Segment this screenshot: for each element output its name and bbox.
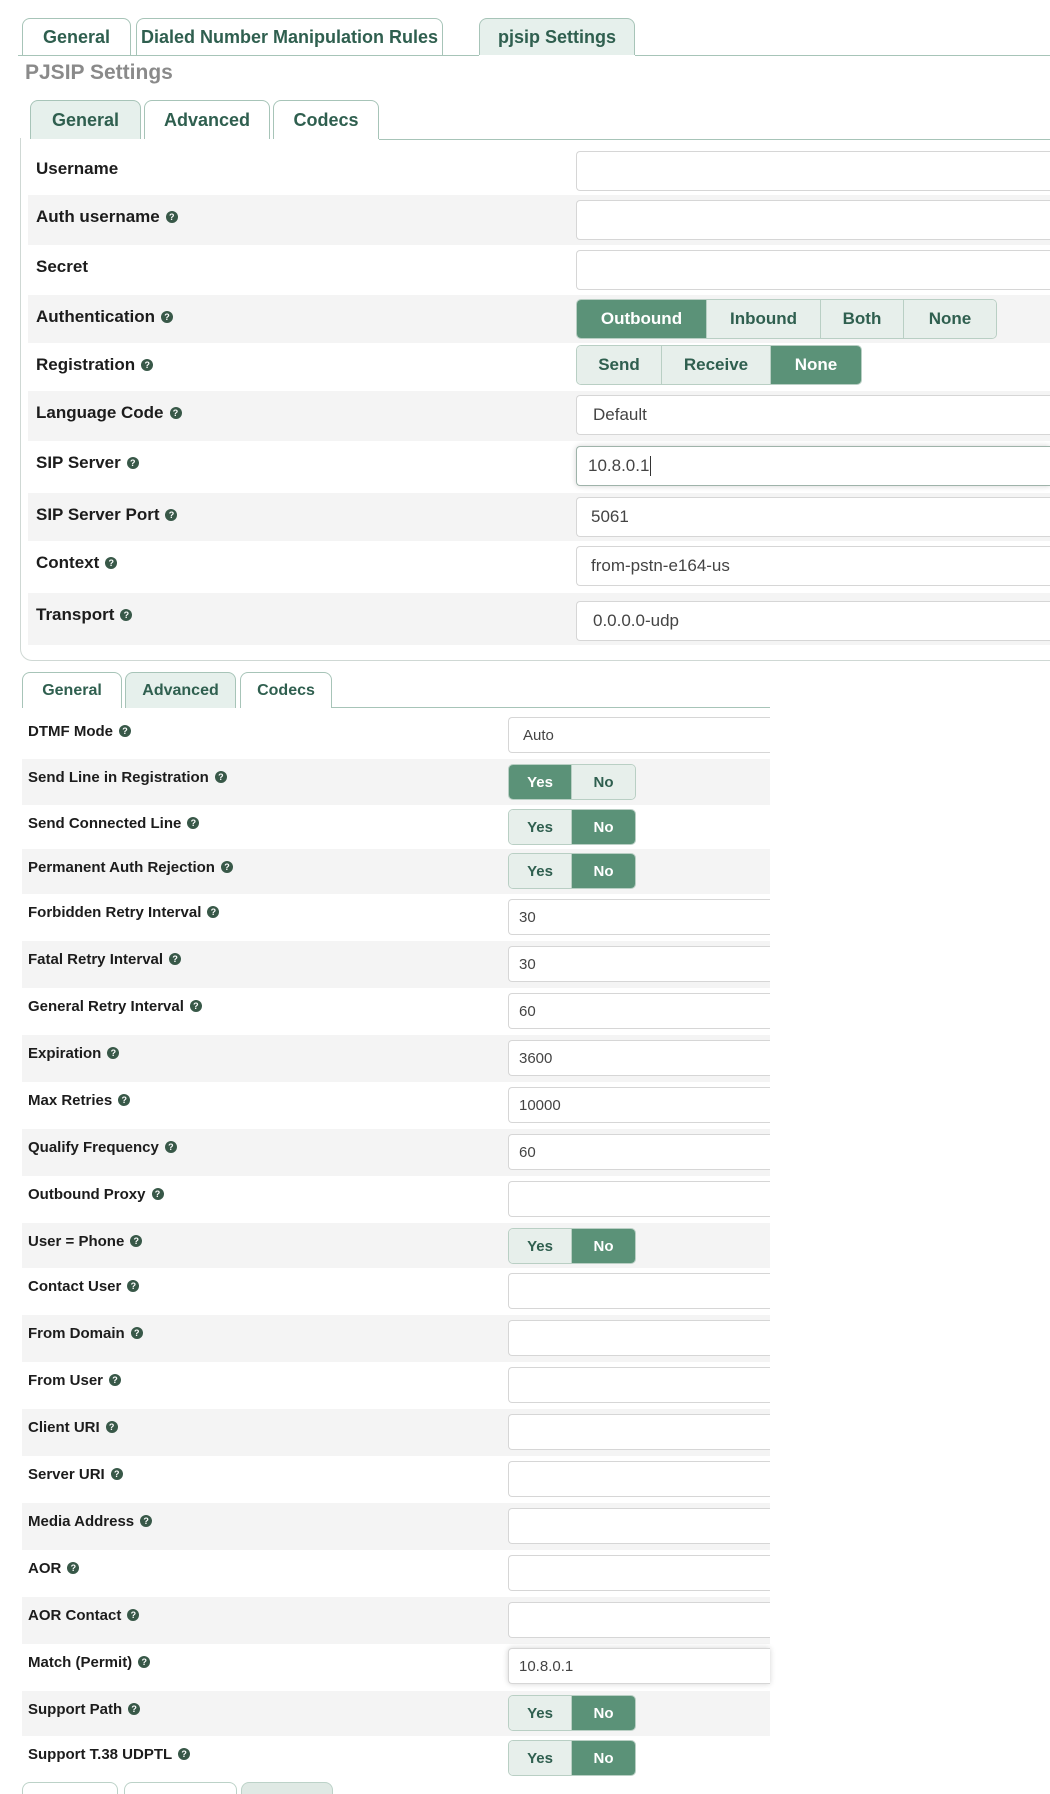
- help-icon[interactable]: ?: [127, 457, 139, 469]
- subtab-general-partial[interactable]: [22, 1782, 118, 1794]
- help-icon[interactable]: ?: [215, 771, 227, 783]
- row-transport: [28, 593, 1050, 645]
- client-uri-input[interactable]: [508, 1414, 770, 1450]
- label-match-permit: Match (Permit) ?: [28, 1654, 150, 1671]
- label-sip-server-port: SIP Server Port ?: [36, 505, 177, 525]
- contact-user-input[interactable]: [508, 1273, 770, 1309]
- registration-receive-button[interactable]: Receive: [662, 346, 771, 384]
- user-phone-toggle: [508, 1228, 636, 1264]
- row-registration: [28, 343, 1050, 391]
- match-permit-input[interactable]: 10.8.0.1: [508, 1648, 770, 1684]
- row-client-uri: [22, 1409, 770, 1456]
- label-max-retries: Max Retries ?: [28, 1092, 130, 1109]
- outbound-proxy-input[interactable]: [508, 1181, 770, 1217]
- support-t38-udptl-no-button[interactable]: No: [572, 1741, 635, 1775]
- label-server-uri: Server URI ?: [28, 1466, 123, 1483]
- help-icon[interactable]: ?: [138, 1656, 150, 1668]
- row-sip-server-port: [28, 493, 1050, 541]
- label-support-t38-udptl: Support T.38 UDPTL ?: [28, 1746, 190, 1763]
- label-secret: Secret: [36, 257, 88, 276]
- help-icon[interactable]: ?: [161, 311, 173, 323]
- language-code-select[interactable]: Default: [576, 395, 1050, 435]
- help-icon[interactable]: ?: [109, 1374, 121, 1386]
- tab-divider: [332, 707, 770, 708]
- row-send-connected-line: [22, 805, 770, 849]
- label-auth-username: Auth username ?: [36, 207, 178, 227]
- label-registration: Registration ?: [36, 355, 153, 375]
- help-icon[interactable]: ?: [107, 1047, 119, 1059]
- label-from-domain: From Domain ?: [28, 1325, 143, 1342]
- subtab-general[interactable]: General: [30, 100, 141, 139]
- server-uri-input[interactable]: [508, 1461, 770, 1497]
- permanent-auth-rejection-no-button[interactable]: No: [572, 854, 635, 888]
- label-support-path: Support Path ?: [28, 1701, 140, 1718]
- help-icon[interactable]: ?: [165, 1141, 177, 1153]
- send-connected-line-yes-button[interactable]: Yes: [509, 810, 572, 844]
- subtab-codecs[interactable]: Codecs: [273, 100, 379, 139]
- help-icon[interactable]: ?: [207, 906, 219, 918]
- sip-server-input[interactable]: 10.8.0.1: [576, 446, 1050, 486]
- support-path-no-button[interactable]: No: [572, 1696, 635, 1730]
- secret-input[interactable]: [576, 250, 1050, 290]
- send-line-in-registration-no-button[interactable]: No: [572, 765, 635, 799]
- label-authentication: Authentication ?: [36, 307, 173, 327]
- label-from-user: From User ?: [28, 1372, 121, 1389]
- row-general-retry-interval: [22, 988, 770, 1035]
- help-icon[interactable]: ?: [131, 1327, 143, 1339]
- row-server-uri: [22, 1456, 770, 1503]
- help-icon[interactable]: ?: [190, 1000, 202, 1012]
- help-icon[interactable]: ?: [187, 817, 199, 829]
- top-tab-dialed-number-manipulation-rules[interactable]: Dialed Number Manipulation Rules: [136, 18, 443, 55]
- dtmf-mode-select[interactable]: Auto: [508, 717, 770, 753]
- help-icon[interactable]: ?: [152, 1188, 164, 1200]
- row-auth-username: [28, 195, 1050, 245]
- label-user-phone: User = Phone ?: [28, 1233, 142, 1250]
- auth-username-input[interactable]: [576, 200, 1050, 240]
- label-outbound-proxy: Outbound Proxy ?: [28, 1186, 164, 1203]
- row-expiration: [22, 1035, 770, 1082]
- subtab-codecs-partial[interactable]: [241, 1782, 333, 1794]
- row-fatal-retry-interval: [22, 941, 770, 988]
- from-user-input[interactable]: [508, 1367, 770, 1403]
- subtab-advanced-partial[interactable]: [124, 1782, 237, 1794]
- label-username: Username: [36, 159, 119, 178]
- row-dtmf-mode: [22, 713, 770, 759]
- label-sip-server: SIP Server ?: [36, 453, 139, 473]
- authentication-outbound-button[interactable]: Outbound: [577, 300, 707, 338]
- help-icon[interactable]: ?: [118, 1094, 130, 1106]
- help-icon[interactable]: ?: [127, 1280, 139, 1292]
- label-transport: Transport ?: [36, 605, 132, 625]
- label-client-uri: Client URI ?: [28, 1419, 118, 1436]
- label-aor-contact: AOR Contact ?: [28, 1607, 139, 1624]
- label-dtmf-mode: DTMF Mode ?: [28, 723, 131, 740]
- support-t38-udptl-yes-button[interactable]: Yes: [509, 1741, 572, 1775]
- expiration-input[interactable]: 3600: [508, 1040, 770, 1076]
- from-domain-input[interactable]: [508, 1320, 770, 1356]
- authentication-button-group: [576, 299, 997, 339]
- row-support-t38-udptl: [22, 1736, 770, 1782]
- general-retry-interval-input[interactable]: 60: [508, 993, 770, 1029]
- label-aor: AOR ?: [28, 1560, 79, 1577]
- support-t38-udptl-toggle: [508, 1740, 636, 1776]
- transport-select[interactable]: 0.0.0.0-udp: [576, 601, 1050, 641]
- help-icon[interactable]: ?: [178, 1748, 190, 1760]
- row-contact-user: [22, 1268, 770, 1315]
- user-phone-yes-button[interactable]: Yes: [509, 1229, 572, 1263]
- row-send-line-in-registration: [22, 759, 770, 805]
- row-max-retries: [22, 1082, 770, 1129]
- send-connected-line-toggle: [508, 809, 636, 845]
- row-aor-contact: [22, 1597, 770, 1644]
- support-path-yes-button[interactable]: Yes: [509, 1696, 572, 1730]
- row-media-address: [22, 1503, 770, 1550]
- label-send-line-in-registration: Send Line in Registration ?: [28, 769, 227, 786]
- help-icon[interactable]: ?: [166, 211, 178, 223]
- row-sip-server: [28, 441, 1050, 493]
- authentication-none-button[interactable]: None: [904, 300, 996, 338]
- help-icon[interactable]: ?: [128, 1703, 140, 1715]
- help-icon[interactable]: ?: [141, 359, 153, 371]
- media-address-input[interactable]: [508, 1508, 770, 1544]
- row-qualify-frequency: [22, 1129, 770, 1176]
- authentication-inbound-button[interactable]: Inbound: [707, 300, 821, 338]
- help-icon[interactable]: ?: [127, 1609, 139, 1621]
- help-icon[interactable]: ?: [130, 1235, 142, 1247]
- max-retries-input[interactable]: 10000: [508, 1087, 770, 1123]
- row-from-user: [22, 1362, 770, 1409]
- top-tab-pjsip-settings[interactable]: pjsip Settings: [479, 18, 635, 55]
- row-username: [28, 147, 1050, 195]
- row-from-domain: [22, 1315, 770, 1362]
- send-connected-line-no-button[interactable]: No: [572, 810, 635, 844]
- support-path-toggle: [508, 1695, 636, 1731]
- send-line-in-registration-yes-button[interactable]: Yes: [509, 765, 572, 799]
- label-permanent-auth-rejection: Permanent Auth Rejection ?: [28, 859, 233, 876]
- help-icon[interactable]: ?: [169, 953, 181, 965]
- aor-input[interactable]: [508, 1555, 770, 1591]
- forbidden-retry-interval-input[interactable]: 30: [508, 899, 770, 935]
- subtab-general[interactable]: General: [22, 672, 122, 708]
- help-icon[interactable]: ?: [106, 1421, 118, 1433]
- row-language-code: [28, 391, 1050, 441]
- help-icon[interactable]: ?: [105, 557, 117, 569]
- subtab-codecs[interactable]: Codecs: [240, 672, 332, 708]
- row-match-permit: [22, 1644, 770, 1691]
- row-permanent-auth-rejection: [22, 849, 770, 894]
- username-input[interactable]: [576, 151, 1050, 191]
- registration-none-button[interactable]: None: [771, 346, 861, 384]
- help-icon[interactable]: ?: [120, 609, 132, 621]
- label-general-retry-interval: General Retry Interval ?: [28, 998, 202, 1015]
- row-outbound-proxy: [22, 1176, 770, 1223]
- row-aor: [22, 1550, 770, 1597]
- qualify-frequency-input[interactable]: 60: [508, 1134, 770, 1170]
- row-support-path: [22, 1691, 770, 1736]
- permanent-auth-rejection-toggle: [508, 853, 636, 889]
- registration-send-button[interactable]: Send: [577, 346, 662, 384]
- user-phone-no-button[interactable]: No: [572, 1229, 635, 1263]
- help-icon[interactable]: ?: [170, 407, 182, 419]
- aor-contact-input[interactable]: [508, 1602, 770, 1638]
- label-fatal-retry-interval: Fatal Retry Interval ?: [28, 951, 181, 968]
- label-language-code: Language Code ?: [36, 403, 182, 423]
- context-input[interactable]: from-pstn-e164-us: [576, 546, 1050, 586]
- label-send-connected-line: Send Connected Line ?: [28, 815, 199, 832]
- subtab-advanced[interactable]: Advanced: [125, 672, 236, 708]
- sip-server-port-input[interactable]: 5061: [576, 497, 1050, 537]
- permanent-auth-rejection-yes-button[interactable]: Yes: [509, 854, 572, 888]
- row-secret: [28, 245, 1050, 295]
- fatal-retry-interval-input[interactable]: 30: [508, 946, 770, 982]
- text-cursor: [650, 456, 651, 476]
- row-authentication: [28, 295, 1050, 343]
- row-context: [28, 541, 1050, 593]
- send-line-in-registration-toggle: [508, 764, 636, 800]
- help-icon[interactable]: ?: [221, 861, 233, 873]
- label-contact-user: Contact User ?: [28, 1278, 139, 1295]
- tab-divider: [635, 55, 1050, 56]
- row-forbidden-retry-interval: [22, 894, 770, 941]
- label-context: Context ?: [36, 553, 117, 573]
- authentication-both-button[interactable]: Both: [821, 300, 904, 338]
- help-icon[interactable]: ?: [119, 725, 131, 737]
- tab-divider: [18, 55, 479, 56]
- help-icon[interactable]: ?: [165, 509, 177, 521]
- label-expiration: Expiration ?: [28, 1045, 119, 1062]
- label-qualify-frequency: Qualify Frequency ?: [28, 1139, 177, 1156]
- registration-button-group: [576, 345, 862, 385]
- subtab-advanced[interactable]: Advanced: [144, 100, 270, 139]
- section-title: PJSIP Settings: [25, 61, 173, 84]
- row-user-phone: [22, 1223, 770, 1268]
- label-forbidden-retry-interval: Forbidden Retry Interval ?: [28, 904, 219, 921]
- help-icon[interactable]: ?: [140, 1515, 152, 1527]
- help-icon[interactable]: ?: [67, 1562, 79, 1574]
- help-icon[interactable]: ?: [111, 1468, 123, 1480]
- top-tab-general[interactable]: General: [22, 18, 131, 55]
- label-media-address: Media Address ?: [28, 1513, 152, 1530]
